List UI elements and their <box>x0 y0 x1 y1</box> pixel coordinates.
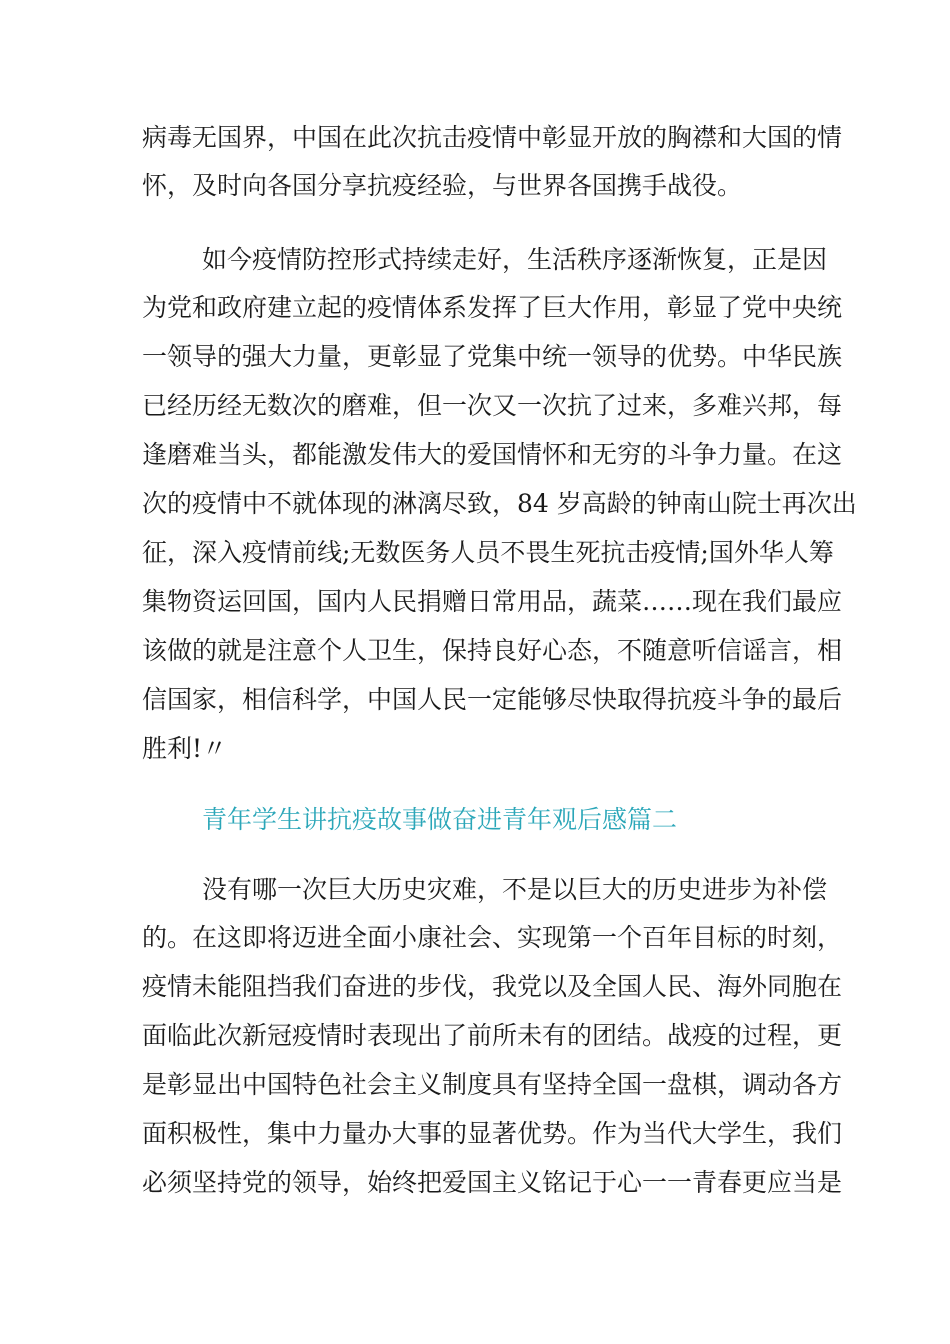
paragraph-2-line-2: 为党和政府建立起的疫情体系发挥了巨大作用，彰显了党中央统 <box>142 293 843 322</box>
paragraph-3-line-6: 面积极性，集中力量办大事的显著优势。作为当代大学生，我们 <box>142 1119 843 1148</box>
paragraph-3-line-3: 疫情未能阻挡我们奋进的步伐，我党以及全国人民、海外同胞在 <box>142 972 843 1001</box>
paragraph-2-line-4: 已经历经无数次的磨难，但一次又一次抗了过来，多难兴邦，每 <box>142 391 843 420</box>
paragraph-2-line-3: 一领导的强大力量，更彰显了党集中统一领导的优势。中华民族 <box>142 342 843 371</box>
paragraph-3-line-4: 面临此次新冠疫情时表现出了前所未有的团结。战疫的过程，更 <box>142 1021 843 1050</box>
paragraph-2-line-5: 逢磨难当头，都能激发伟大的爱国情怀和无穷的斗争力量。在这 <box>142 440 843 469</box>
paragraph-3-line-1: 没有哪一次巨大历史灾难，不是以巨大的历史进步为补偿 <box>202 875 828 904</box>
paragraph-2-line-8: 集物资运回国，国内人民捐赠日常用品，蔬菜……现在我们最应 <box>142 587 843 616</box>
paragraph-2-line-9: 该做的就是注意个人卫生，保持良好心态，不随意听信谣言，相 <box>142 636 843 665</box>
paragraph-2-line-11: 胜利!〃 <box>142 734 228 763</box>
paragraph-1-line-2: 怀，及时向各国分享抗疫经验，与世界各国携手战役。 <box>142 171 743 200</box>
paragraph-3-line-5: 是彰显出中国特色社会主义制度具有坚持全国一盘棋，调动各方 <box>142 1070 843 1099</box>
paragraph-2-line-10: 信国家，相信科学，中国人民一定能够尽快取得抗疫斗争的最后 <box>142 685 843 714</box>
paragraph-2-line-6: 次的疫情中不就体现的淋漓尽致，84 岁高龄的钟南山院士再次出 <box>142 489 857 518</box>
paragraph-1-line-1: 病毒无国界，中国在此次抗击疫情中彰显开放的胸襟和大国的情 <box>142 123 843 152</box>
paragraph-2-line-1: 如今疫情防控形式持续走好，生活秩序逐渐恢复，正是因 <box>202 245 828 274</box>
paragraph-3-line-7: 必须坚持党的领导，始终把爱国主义铭记于心一一青春更应当是 <box>142 1168 843 1197</box>
paragraph-3-line-2: 的。在这即将迈进全面小康社会、实现第一个百年目标的时刻， <box>142 923 843 952</box>
paragraph-2-line-7: 征，深入疫情前线;无数医务人员不畏生死抗击疫情;国外华人筹 <box>142 538 834 567</box>
section-heading: 青年学生讲抗疫故事做奋进青年观后感篇二 <box>202 805 678 834</box>
